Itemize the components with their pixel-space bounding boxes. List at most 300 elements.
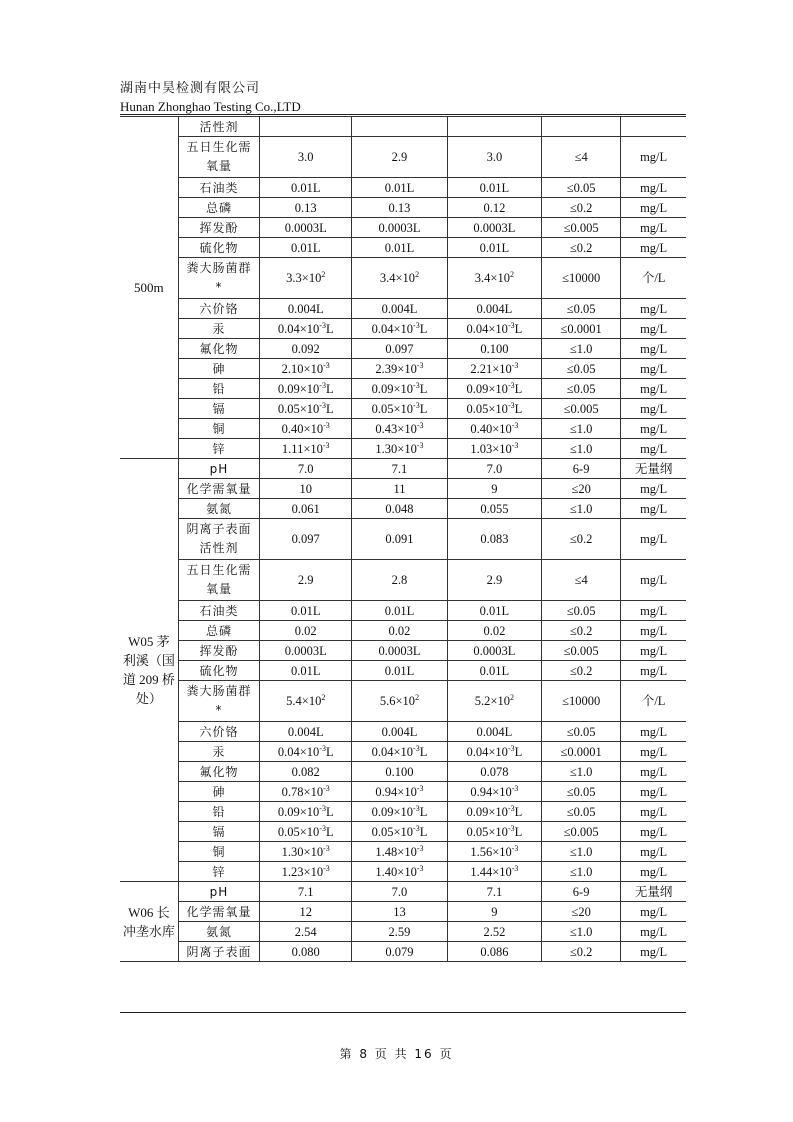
measured-value-cell: $1.23\times 10^{-3}$ [260,862,352,882]
standard-limit-cell: ≤10000 [542,258,621,299]
parameter-label: 石油类 [199,180,239,195]
measured-value-cell: 0.01L [260,661,352,681]
parameter-cell [178,621,260,641]
parameter-cell [178,198,260,218]
measured-value-cell: 7.0 [260,459,352,479]
unit-cell: 无量纲 [621,459,686,479]
measured-value-cell: 0.02 [352,621,447,641]
unit-cell: mg/L [621,499,686,519]
parameter-cell [178,560,260,601]
unit-cell: mg/L [621,519,686,560]
page-number: 第 8 页 共 16 页 [339,1047,454,1061]
measured-value-cell: $0.09\times 10^{-3}L$ [352,802,447,822]
water-quality-table [120,116,686,962]
parameter-label: 氟化物 [199,764,239,779]
unit-cell: mg/L [621,419,686,439]
measured-value-cell: $0.94\times 10^{-3}$ [447,782,541,802]
measured-value-cell: $0.04\times 10^{-3}L$ [447,319,541,339]
standard-limit-cell: 6-9 [542,459,621,479]
measured-value-cell: 0.097 [260,519,352,560]
measured-value-cell: $0.04\times 10^{-3}L$ [447,742,541,762]
standard-limit-cell: ≤1.0 [542,499,621,519]
measured-value-cell: $1.30\times 10^{-3}$ [260,842,352,862]
measured-value-cell: $0.05\times 10^{-3}L$ [260,399,352,419]
parameter-cell [178,902,260,922]
standard-limit-cell: ≤4 [542,137,621,178]
parameter-cell [178,218,260,238]
standard-limit-cell: ≤0.2 [542,198,621,218]
table-row [120,439,686,459]
measured-value-cell: 2.52 [447,922,541,942]
unit-cell: mg/L [621,299,686,319]
standard-limit-cell: ≤0.05 [542,722,621,742]
parameter-label: 汞 [212,744,226,759]
parameter-label: 五日生化需 [186,563,252,577]
unit-cell: mg/L [621,802,686,822]
table-row [120,198,686,218]
table-row [120,479,686,499]
standard-limit-cell: ≤0.2 [542,238,621,258]
table-row [120,560,686,601]
table-row [120,842,686,862]
measured-value-cell: 0.0003L [352,641,447,661]
table-row [120,942,686,962]
measured-value-cell: 0.083 [447,519,541,560]
unit-cell: mg/L [621,379,686,399]
table-row [120,117,686,137]
parameter-label: pH [209,884,229,899]
measured-value-cell: 0.004L [260,299,352,319]
table-row [120,601,686,621]
measured-value-cell: $0.04\times 10^{-3}L$ [260,742,352,762]
measured-value-cell: $3.4\times 10^2$ [352,258,447,299]
measured-value-cell: $0.40\times 10^{-3}$ [447,419,541,439]
unit-cell: mg/L [621,862,686,882]
standard-limit-cell: ≤0.005 [542,822,621,842]
measured-value-cell: 0.004L [447,722,541,742]
standard-limit-cell: ≤0.2 [542,661,621,681]
standard-limit-cell: ≤0.05 [542,782,621,802]
parameter-label: 化学需氧量 [186,904,252,919]
table-row [120,258,686,299]
measured-value-cell: 2.9 [352,137,447,178]
measured-value-cell: $0.40\times 10^{-3}$ [260,419,352,439]
measured-value-cell: 0.004L [447,299,541,319]
company-name-cn: 湖南中昊检测有限公司 [120,81,261,96]
parameter-label: 锌 [212,864,226,879]
measured-value-cell: 0.082 [260,762,352,782]
measured-value-cell: $0.04\times 10^{-3}L$ [260,319,352,339]
parameter-label: 氧量 [205,159,232,173]
measured-value-cell: $3.3\times 10^2$ [260,258,352,299]
parameter-cell [178,942,260,962]
table-row [120,319,686,339]
parameter-label: 铜 [212,421,226,436]
measured-value-cell: $1.48\times 10^{-3}$ [352,842,447,862]
parameter-cell [178,399,260,419]
unit-cell: mg/L [621,399,686,419]
measured-value-cell: 0.080 [260,942,352,962]
measured-value-cell: $2.21\times 10^{-3}$ [447,359,541,379]
parameter-label: 总磷 [205,200,232,215]
parameter-cell [178,661,260,681]
measured-value-cell: 0.02 [260,621,352,641]
measured-value-cell: 0.01L [352,178,447,198]
measured-value-cell: 0.061 [260,499,352,519]
standard-limit-cell: ≤1.0 [542,762,621,782]
measured-value-cell [260,117,352,137]
parameter-cell [178,802,260,822]
parameter-cell [178,379,260,399]
measured-value-cell: 0.100 [352,762,447,782]
table-row [120,419,686,439]
parameter-label: 活性剂 [199,119,239,134]
parameter-label: 粪大肠菌群 [186,684,252,698]
unit-cell: mg/L [621,137,686,178]
parameter-cell [178,822,260,842]
measured-value-cell: $0.09\times 10^{-3}L$ [260,802,352,822]
table-row [120,621,686,641]
measured-value-cell: 0.01L [352,601,447,621]
table-row [120,681,686,722]
unit-cell: mg/L [621,339,686,359]
table-row [120,742,686,762]
parameter-cell [178,137,260,178]
standard-limit-cell: ≤20 [542,902,621,922]
table-row [120,762,686,782]
parameter-label: 粪大肠菌群 [186,261,252,275]
table-row [120,359,686,379]
parameter-label: 氟化物 [199,341,239,356]
measured-value-cell: 0.01L [447,661,541,681]
standard-limit-cell: ≤0.2 [542,942,621,962]
parameter-cell [178,762,260,782]
parameter-label: 六价铬 [199,724,239,739]
table-row [120,238,686,258]
table-row [120,782,686,802]
table-row [120,499,686,519]
standard-limit-cell: ≤20 [542,479,621,499]
parameter-label: 阴离子表面 [186,944,252,959]
measured-value-cell: 2.54 [260,922,352,942]
standard-limit-cell: ≤0.0001 [542,742,621,762]
parameter-label: 化学需氧量 [186,481,252,496]
parameter-cell [178,842,260,862]
measured-value-cell: $0.09\times 10^{-3}L$ [447,802,541,822]
measured-value-cell: $0.09\times 10^{-3}L$ [447,379,541,399]
unit-cell: mg/L [621,782,686,802]
table-row [120,299,686,319]
measured-value-cell: 10 [260,479,352,499]
unit-cell: mg/L [621,902,686,922]
standard-limit-cell: ≤0.2 [542,621,621,641]
measured-value-cell: 0.004L [352,299,447,319]
measured-value-cell: 0.02 [447,621,541,641]
parameter-label: 汞 [212,321,226,336]
table-row [120,641,686,661]
standard-limit-cell: ≤1.0 [542,862,621,882]
measured-value-cell: $5.2\times 10^2$ [447,681,541,722]
measured-value-cell: 0.091 [352,519,447,560]
measured-value-cell: 2.59 [352,922,447,942]
parameter-cell [178,782,260,802]
parameter-cell [178,882,260,902]
table-row [120,922,686,942]
standard-limit-cell: ≤0.05 [542,359,621,379]
site-name-cell: W06 长冲垄水库 [120,882,178,962]
parameter-cell [178,339,260,359]
table-row [120,519,686,560]
parameter-cell [178,681,260,722]
measured-value-cell: 0.12 [447,198,541,218]
measured-value-cell: 7.1 [352,459,447,479]
measured-value-cell: 2.9 [447,560,541,601]
parameter-cell [178,419,260,439]
parameter-label: 总磷 [205,623,232,638]
measured-value-cell: 0.01L [352,661,447,681]
measured-value-cell: $0.43\times 10^{-3}$ [352,419,447,439]
parameter-cell [178,319,260,339]
measured-value-cell: $1.40\times 10^{-3}$ [352,862,447,882]
measured-value-cell: $1.44\times 10^{-3}$ [447,862,541,882]
standard-limit-cell: ≤1.0 [542,339,621,359]
parameter-label: 氨氮 [205,501,232,516]
parameter-label: 砷 [212,361,226,376]
unit-cell: mg/L [621,479,686,499]
standard-limit-cell [542,117,621,137]
measured-value-cell: 0.100 [447,339,541,359]
table-row [120,882,686,902]
standard-limit-cell: ≤0.05 [542,379,621,399]
unit-cell [621,117,686,137]
parameter-cell [178,499,260,519]
unit-cell: mg/L [621,439,686,459]
parameter-label: 氨氮 [205,924,232,939]
parameter-cell [178,258,260,299]
parameter-label: 石油类 [199,603,239,618]
standard-limit-cell: ≤0.05 [542,178,621,198]
table-row [120,822,686,842]
standard-limit-cell: ≤0.05 [542,802,621,822]
table-row [120,802,686,822]
measured-value-cell: 7.1 [260,882,352,902]
unit-cell: mg/L [621,218,686,238]
parameter-cell [178,439,260,459]
unit-cell: mg/L [621,742,686,762]
measured-value-cell: $0.05\times 10^{-3}L$ [352,822,447,842]
table-row [120,399,686,419]
measured-value-cell: 0.048 [352,499,447,519]
parameter-label: 铅 [212,804,226,819]
measured-value-cell: 0.01L [260,601,352,621]
table-row [120,178,686,198]
parameter-label: 五日生化需 [186,140,252,154]
standard-limit-cell: 6-9 [542,882,621,902]
site-name-cell: W05 茅利溪（国道 209 桥处） [120,459,178,882]
measured-value-cell [352,117,447,137]
company-name-en: Hunan Zhonghao Testing Co.,LTD [120,99,301,114]
table-row [120,379,686,399]
measured-value-cell: $0.05\times 10^{-3}L$ [447,399,541,419]
parameter-label: 硫化物 [199,240,239,255]
unit-cell: mg/L [621,621,686,641]
measured-value-cell: 0.0003L [447,218,541,238]
parameter-label: pH [209,461,229,476]
measured-value-cell: $0.09\times 10^{-3}L$ [260,379,352,399]
measured-value-cell: $3.4\times 10^2$ [447,258,541,299]
measured-value-cell: 0.01L [447,238,541,258]
unit-cell: mg/L [621,238,686,258]
parameter-label: 铜 [212,844,226,859]
parameter-label: 挥发酚 [199,220,239,235]
measured-value-cell: $0.04\times 10^{-3}L$ [352,742,447,762]
parameter-label: 镉 [212,401,226,416]
measured-value-cell: 0.0003L [447,641,541,661]
measured-value-cell: 7.0 [447,459,541,479]
measured-value-cell: 0.01L [447,601,541,621]
table-row [120,218,686,238]
parameter-label: 六价铬 [199,301,239,316]
measured-value-cell: 2.9 [260,560,352,601]
parameter-label: 镉 [212,824,226,839]
measured-value-cell: 0.055 [447,499,541,519]
parameter-label: * [215,280,223,294]
standard-limit-cell: ≤1.0 [542,419,621,439]
measured-value-cell: $0.78\times 10^{-3}$ [260,782,352,802]
parameter-cell [178,299,260,319]
parameter-cell [178,459,260,479]
measured-value-cell: 0.097 [352,339,447,359]
parameter-cell [178,479,260,499]
parameter-label: 阴离子表面 [186,522,252,536]
table-row [120,339,686,359]
unit-cell: mg/L [621,178,686,198]
measured-value-cell: $1.03\times 10^{-3}$ [447,439,541,459]
parameter-cell [178,722,260,742]
unit-cell: mg/L [621,661,686,681]
footer-rule [120,1012,686,1013]
parameter-label: 锌 [212,441,226,456]
parameter-label: 氧量 [205,582,232,596]
unit-cell: mg/L [621,722,686,742]
measured-value-cell: 0.004L [260,722,352,742]
measured-value-cell: $0.09\times 10^{-3}L$ [352,379,447,399]
unit-cell: mg/L [621,359,686,379]
standard-limit-cell: ≤0.05 [542,299,621,319]
measured-value-cell: 13 [352,902,447,922]
measured-value-cell: 7.1 [447,882,541,902]
standard-limit-cell: ≤0.0001 [542,319,621,339]
measured-value-cell: 0.01L [447,178,541,198]
measured-value-cell: 0.079 [352,942,447,962]
parameter-label: 硫化物 [199,663,239,678]
site-name-cell: 500m [120,117,178,459]
measured-value-cell: $0.05\times 10^{-3}L$ [260,822,352,842]
parameter-cell [178,862,260,882]
parameter-cell [178,238,260,258]
measured-value-cell: $1.56\times 10^{-3}$ [447,842,541,862]
measured-value-cell: 0.004L [352,722,447,742]
measured-value-cell [447,117,541,137]
measured-value-cell: 0.086 [447,942,541,962]
parameter-cell [178,359,260,379]
measured-value-cell: 0.078 [447,762,541,782]
standard-limit-cell: ≤1.0 [542,842,621,862]
measured-value-cell: $5.6\times 10^2$ [352,681,447,722]
table-row [120,862,686,882]
measured-value-cell: 11 [352,479,447,499]
table-row [120,722,686,742]
measured-value-cell: 3.0 [447,137,541,178]
measured-value-cell: $5.4\times 10^2$ [260,681,352,722]
table-row [120,137,686,178]
parameter-label: * [215,703,223,717]
measured-value-cell: 0.01L [352,238,447,258]
unit-cell: mg/L [621,842,686,862]
standard-limit-cell: ≤4 [542,560,621,601]
table-row [120,902,686,922]
measured-value-cell: 12 [260,902,352,922]
parameter-cell [178,178,260,198]
measured-value-cell: 0.13 [352,198,447,218]
parameter-cell [178,742,260,762]
unit-cell: mg/L [621,641,686,661]
unit-cell: 个/L [621,681,686,722]
unit-cell: 无量纲 [621,882,686,902]
standard-limit-cell: ≤0.005 [542,218,621,238]
measured-value-cell: 0.0003L [352,218,447,238]
measured-value-cell: 0.01L [260,178,352,198]
unit-cell: mg/L [621,319,686,339]
measured-value-cell: 0.092 [260,339,352,359]
parameter-cell [178,601,260,621]
parameter-label: 铅 [212,381,226,396]
unit-cell: mg/L [621,822,686,842]
measured-value-cell: 0.13 [260,198,352,218]
unit-cell: mg/L [621,601,686,621]
measured-value-cell: 0.01L [260,238,352,258]
parameter-label: 砷 [212,784,226,799]
unit-cell: mg/L [621,922,686,942]
measured-value-cell: $0.05\times 10^{-3}L$ [352,399,447,419]
unit-cell: mg/L [621,762,686,782]
standard-limit-cell: ≤1.0 [542,922,621,942]
unit-cell: mg/L [621,560,686,601]
measured-value-cell: 0.0003L [260,641,352,661]
standard-limit-cell: ≤10000 [542,681,621,722]
table-row [120,459,686,479]
measured-value-cell: $1.30\times 10^{-3}$ [352,439,447,459]
parameter-cell [178,117,260,137]
standard-limit-cell: ≤1.0 [542,439,621,459]
measured-value-cell: $2.10\times 10^{-3}$ [260,359,352,379]
standard-limit-cell: ≤0.05 [542,601,621,621]
header-rule [120,114,686,115]
unit-cell: mg/L [621,198,686,218]
unit-cell: 个/L [621,258,686,299]
measured-value-cell: $2.39\times 10^{-3}$ [352,359,447,379]
measured-value-cell: $0.94\times 10^{-3}$ [352,782,447,802]
document-header [120,80,301,116]
parameter-cell [178,922,260,942]
standard-limit-cell: ≤0.2 [542,519,621,560]
parameter-cell [178,641,260,661]
measured-value-cell: 9 [447,479,541,499]
measured-value-cell: $0.05\times 10^{-3}L$ [447,822,541,842]
standard-limit-cell: ≤0.005 [542,641,621,661]
measured-value-cell: $0.04\times 10^{-3}L$ [352,319,447,339]
parameter-label: 挥发酚 [199,643,239,658]
